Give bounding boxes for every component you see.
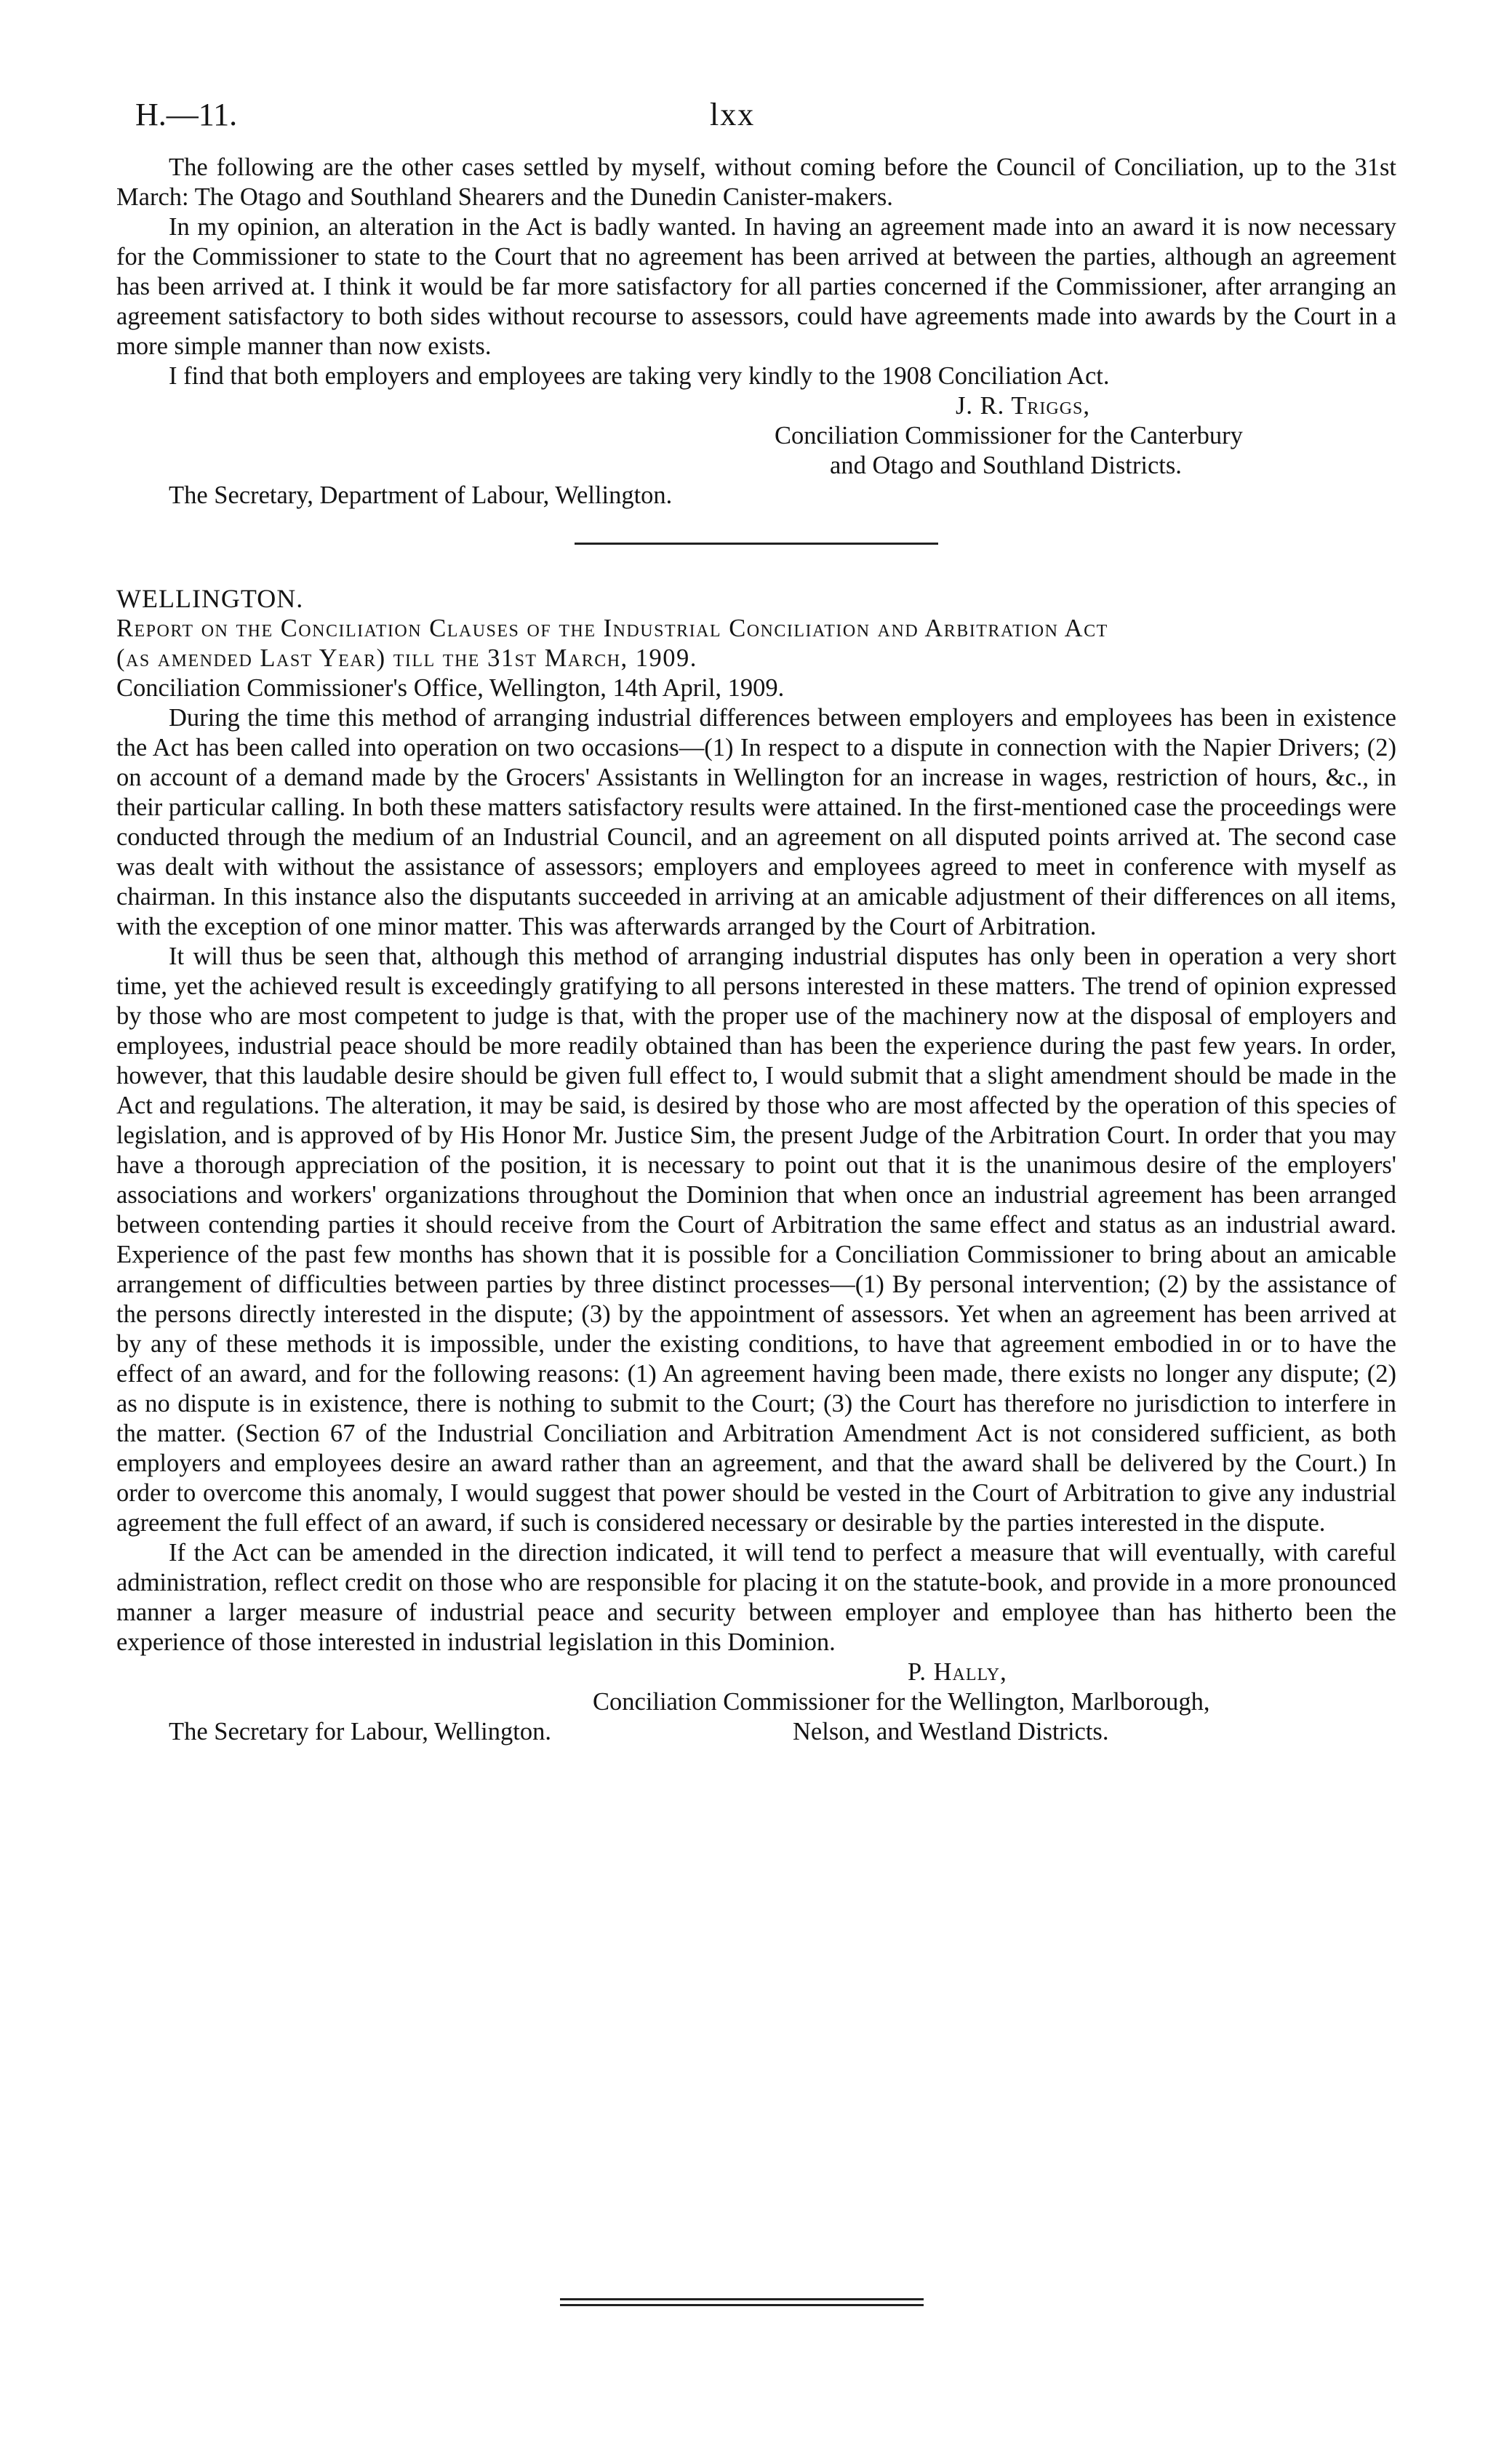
signature-title-line-1: Conciliation Commissioner for the Wellington, Marlborough, [593, 1688, 1210, 1716]
page-header [0, 96, 1512, 140]
report-title-line-2: (as amended Last Year) till the 31st March, 1909. [116, 644, 697, 672]
signature-title-line-2: Nelson, and Westland Districts. [793, 1718, 1109, 1745]
report-paragraph-1: During the time this method of arranging industrial differences between employers and employees has been in existence the Act has been called into operation on two occasions—(1) In respect to a dispute in connection with the Napier Drivers; (2) on account of a demand made by the Grocers' Assistants in Wellington for an increase in wages, restriction of hours, &c., in their particular calling. In both these matters satisfactory results were attained. In the first-mentioned case the proceedings were conducted through the medium of an Industrial Council, and an agreement on all disputed points arrived at. The second case was dealt with without the assistance of assessors; employers and employees agreed to meet in conference with myself as chairman. In this instance also the disputants succeeded in arriving at an amicable adjustment of their differences on all items, with the exception of one minor matter. This was afterwards arranged by the Court of Arbitration. [116, 704, 1396, 940]
report-paragraph-2: It will thus be seen that, although this method of arranging industrial disputes has only been in operation a very short time, yet the achieved result is exceedingly gratifying to all persons interested in these matters. The trend of opinion expressed by those who are most competent to judge is that, with the proper use of the machinery now at the disposal of employers and employees, industrial peace should be more readily obtained than has been the experience during the past few years. In order, however, that this laudable desire should be given full effect to, I would submit that a slight amendment should be made in the Act and regulations. The alteration, it may be said, is desired by those who are most affected by the operation of this species of legislation, and is approved of by His Honor Mr. Justice Sim, the present Judge of the Arbitration Court. In order that you may have a thorough appreciation of the position, it is necessary to point out that it is the unanimous desire of the employers' associations and workers' organizations throughout the Dominion that when once an industrial agreement has been arranged between contending parties it should receive from the Court of Arbitration the same effect and status as an industrial award. Experience of the past few months has shown that it is possible for a Conciliation Commissioner to bring about an amicable arrangement of difficulties between parties by three distinct processes—(1) By personal intervention; (2) by the assistance of the persons directly interested in the dispute; (3) by the appointment of assessors. Yet when an agreement has been arrived at by any of these methods it is impossible, under the existing conditions, to have that agreement embodied in or to have the effect of an award, and for the following reasons: (1) An agreement having been made, there exists no longer any dispute; (2) as no dispute is in existence, there is nothing to submit to the Court; (3) the Court has therefore no jurisdiction to interfere in the matter. (Section 67 of the Industrial Conciliation and Arbitration Amendment Act is not considered sufficient, as both employers and employees desire an award rather than an agreement, and that the award shall be delivered by the Court.) In order to overcome this anomaly, I would suggest that power should be vested in the Court of Arbitration to give any industrial agreement the full effect of an award, if such is considered necessary or desirable by the parties interested in the dispute. [116, 943, 1396, 1537]
signature-addressee-row [116, 1717, 1396, 1747]
signature-name: P. Hally, [908, 1658, 1007, 1686]
intro-paragraph-1: The following are the other cases settled by myself, without coming before the Council of Conciliation, up to the 31st March: The Otago and Southland Shearers and the Dunedin Canister-makers. [116, 153, 1396, 211]
section-heading: WELLINGTON. [116, 584, 304, 613]
end-divider [560, 2298, 924, 2306]
dateline: Conciliation Commissioner's Office, Wellington, 14th April, 1909. [116, 674, 785, 702]
report-paragraph-3: If the Act can be amended in the direction indicated, it will tend to perfect a measure that will eventually, with careful administration, reflect credit on those who are responsible for placing it on the statute-book, and provide in a more pronounced manner a larger measure of industrial peace and security between employer and employee than has hitherto been the experience of those interested in industrial legislation in this Dominion. [116, 1539, 1396, 1656]
report-title-line-1: Report on the Conciliation Clauses of the Industrial Conciliation and Arbitration Act [116, 615, 1108, 642]
page-number: lxx [710, 97, 756, 132]
page-body [116, 153, 1396, 1747]
end-divider-line [560, 2298, 924, 2300]
end-divider-line [560, 2304, 924, 2306]
intro-paragraph-2: In my opinion, an alteration in the Act is badly wanted. In having an agreement made into an award it is now necessary for the Commissioner to state to the Court that no agreement has been arrived at between the parties, although an agreement has been arrived at. I think it would be far more satisfactory for all parties concerned if the Commissioner, after arranging an agreement satisfactory to both sides without recourse to assessors, could have agreements made into awards by the Court in a more simple manner than now exists. [116, 213, 1396, 360]
section-divider [575, 543, 938, 545]
addressee: The Secretary, Department of Labour, Wellington. [169, 481, 673, 509]
signature-name: J. R. Triggs, [956, 392, 1091, 420]
signature-title-line-2: and Otago and Southland Districts. [830, 452, 1182, 479]
addressee: The Secretary for Labour, Wellington. [169, 1718, 551, 1745]
signature-title-line-1: Conciliation Commissioner for the Canterbury [775, 422, 1243, 449]
intro-paragraph-3: I find that both employers and employees are taking very kindly to the 1908 Conciliation Act. [169, 362, 1110, 390]
page-reference: H.—11. [135, 97, 238, 132]
